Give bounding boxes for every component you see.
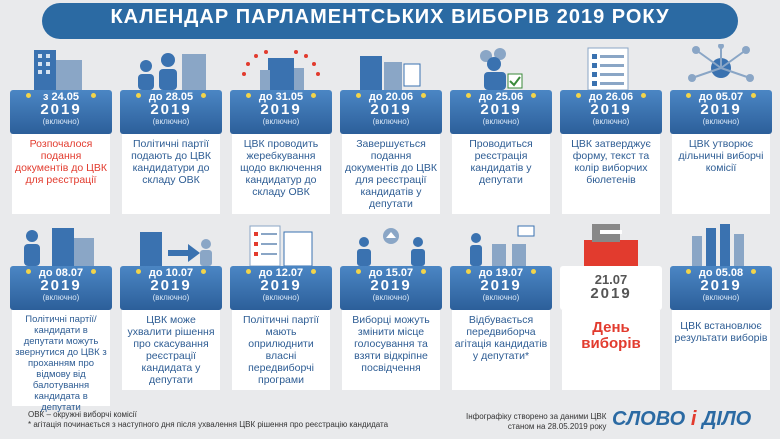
brand-logo: СЛОВО і ДІЛО: [612, 408, 752, 430]
ballot-box-icon: [562, 220, 660, 266]
event-text: Політичні партії подають до ЦВК кандидатури до складу ОВК: [122, 134, 220, 214]
program-icon: [232, 220, 330, 266]
date-badge: до 26.06 2019 (включно): [560, 90, 662, 134]
building-icon: [12, 44, 110, 90]
footnotes: [28, 410, 388, 430]
footnote-ovk: ОВК – окружні виборчі комісії: [28, 410, 137, 419]
withdraw-icon: [12, 220, 110, 266]
event-text: Розпочалося подання документів до ЦВК для реєстрації: [12, 134, 110, 214]
date-badge: до 19.07 2019 (включно): [450, 266, 552, 310]
ballot-icon: [562, 44, 660, 90]
event-text: Завершується подання документів до ЦВК для реєстрації кандидатів у депутати: [342, 134, 440, 214]
date-badge: до 05.08 2019 (включно): [670, 266, 772, 310]
event-text: Виборці можуть змінити місце голосування та взяти відкріпне посвідчення: [342, 310, 440, 390]
event-text: ЦВК проводить жеребкування щодо включення кандидатур до складу ОВК: [232, 134, 330, 214]
date-badge: до 08.07 2019 (включно): [10, 266, 112, 310]
event-text: Відбувається передвиборча агітація кандидатів у депутати*: [452, 310, 550, 390]
election-day-text: День виборів: [562, 310, 660, 390]
lottery-icon: [232, 44, 330, 90]
date-badge: 21.07 2019: [560, 266, 662, 310]
date-badge: до 31.05 2019 (включно): [230, 90, 332, 134]
footnote-agitation: * агітація починається з наступного дня після ухвалення ЦВК рішення про реєстрацію кандидата: [28, 420, 389, 429]
date-badge: з 24.05 2019 (включно): [10, 90, 112, 134]
voters-icon: [342, 220, 440, 266]
registration-icon: [452, 44, 550, 90]
event-text: ЦВК утворює дільничні виборчі комісії: [672, 134, 770, 214]
date-badge: до 28.05 2019 (включно): [120, 90, 222, 134]
event-text: ЦВК встановлює результати виборів: [672, 310, 770, 390]
date-badge: до 12.07 2019 (включно): [230, 266, 332, 310]
source-note: [466, 412, 606, 432]
date-badge: до 15.07 2019 (включно): [340, 266, 442, 310]
title-banner: [42, 3, 738, 39]
date-badge: до 25.06 2019 (включно): [450, 90, 552, 134]
people-building-icon: [122, 44, 220, 90]
date-badge: до 05.07 2019 (включно): [670, 90, 772, 134]
event-text: Політичні партії мають оприлюднити власні передвиборчі програми: [232, 310, 330, 390]
event-text: Політичні партії/кандидати в депутати можуть звернутися до ЦВК з проханням про відмову від балотування кандидата в депутати: [12, 310, 110, 406]
source-line-1: Інфографіку створено за даними ЦВК: [466, 412, 607, 421]
documents-icon: [342, 44, 440, 90]
page-title: КАЛЕНДАР ПАРЛАМЕНТСЬКИХ ВИБОРІВ 2019 РОКУ: [110, 6, 670, 28]
event-text: Проводиться реєстрація кандидатів у депутати: [452, 134, 550, 214]
cancel-icon: [122, 220, 220, 266]
source-line-2: станом на 28.05.2019 року: [507, 422, 607, 431]
speech-icon: [452, 220, 550, 266]
event-text: ЦВК затверджує форму, текст та колір виборчих бюлетенів: [562, 134, 660, 214]
network-icon: [672, 44, 770, 90]
date-badge: до 20.06 2019 (включно): [340, 90, 442, 134]
event-text: ЦВК може ухвалити рішення про скасування реєстрації кандидата у депутати: [122, 310, 220, 390]
results-icon: [672, 220, 770, 266]
date-badge: до 10.07 2019 (включно): [120, 266, 222, 310]
